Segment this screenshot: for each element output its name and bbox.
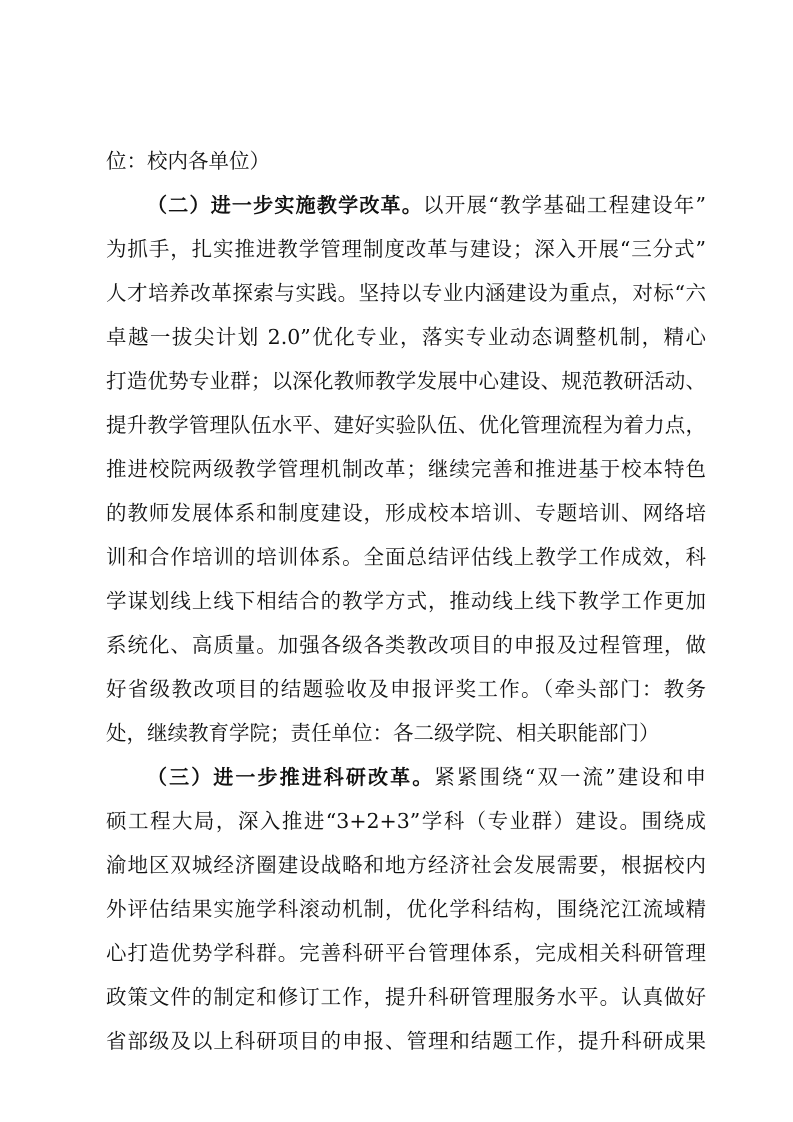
body-text-line: 心打造优势学科群。完善科研平台管理体系，完成相关科研管理 — [106, 941, 706, 965]
body-text-line: 打造优势专业群；以深化教师教学发展中心建设、规范教研活动、 — [106, 369, 706, 393]
section-heading-line: （三）进一步推进科研改革。紧紧围绕“双一流”建设和申 — [147, 765, 707, 789]
body-text-line: 推进校院两级教学管理机制改革；继续完善和推进基于校本特色 — [106, 457, 706, 481]
body-text-line: 为抓手，扎实推进教学管理制度改革与建设；深入开展“三分式” — [106, 237, 706, 261]
body-text-line: 政策文件的制定和修订工作，提升科研管理服务水平。认真做好 — [106, 985, 706, 1009]
body-text-line: 训和合作培训的培训体系。全面总结评估线上教学工作成效，科 — [106, 545, 706, 569]
section-heading: （三）进一步推进科研改革。 — [147, 765, 435, 789]
body-text-line: 的教师发展体系和制度建设，形成校本培训、专题培训、网络培 — [106, 501, 706, 525]
section-heading-line: （二）进一步实施教学改革。以开展“教学基础工程建设年” — [147, 193, 706, 217]
body-text-line: 卓越一拔尖计划 2.0”优化专业，落实专业动态调整机制，精心 — [106, 325, 706, 349]
body-text-line: 处，继续教育学院；责任单位：各二级学院、相关职能部门） — [106, 721, 660, 745]
body-text-line: 学谋划线上线下相结合的教学方式，推动线上线下教学工作更加 — [106, 589, 706, 613]
body-text-line: 省部级及以上科研项目的申报、管理和结题工作，提升科研成果 — [106, 1029, 706, 1053]
body-text-line: 硕工程大局，深入推进“3+2+3”学科（专业群）建设。围绕成 — [106, 809, 706, 833]
body-text-line: 外评估结果实施学科滚动机制，优化学科结构，围绕沱江流域精 — [106, 897, 706, 921]
section-heading: （二）进一步实施教学改革。 — [147, 193, 424, 217]
body-text-line: 好省级教改项目的结题验收及申报评奖工作。（牵头部门：教务 — [106, 677, 706, 701]
body-text-line: 人才培养改革探索与实践。坚持以专业内涵建设为重点，对标“六 — [106, 281, 706, 305]
body-text-line: 位：校内各单位） — [106, 149, 270, 173]
body-text-line: 渝地区双城经济圈建设战略和地方经济社会发展需要，根据校内 — [106, 853, 706, 877]
body-text-line: 提升教学管理队伍水平、建好实验队伍、优化管理流程为着力点， — [106, 413, 706, 437]
body-text-line: 系统化、高质量。加强各级各类教改项目的申报及过程管理，做 — [106, 633, 706, 657]
